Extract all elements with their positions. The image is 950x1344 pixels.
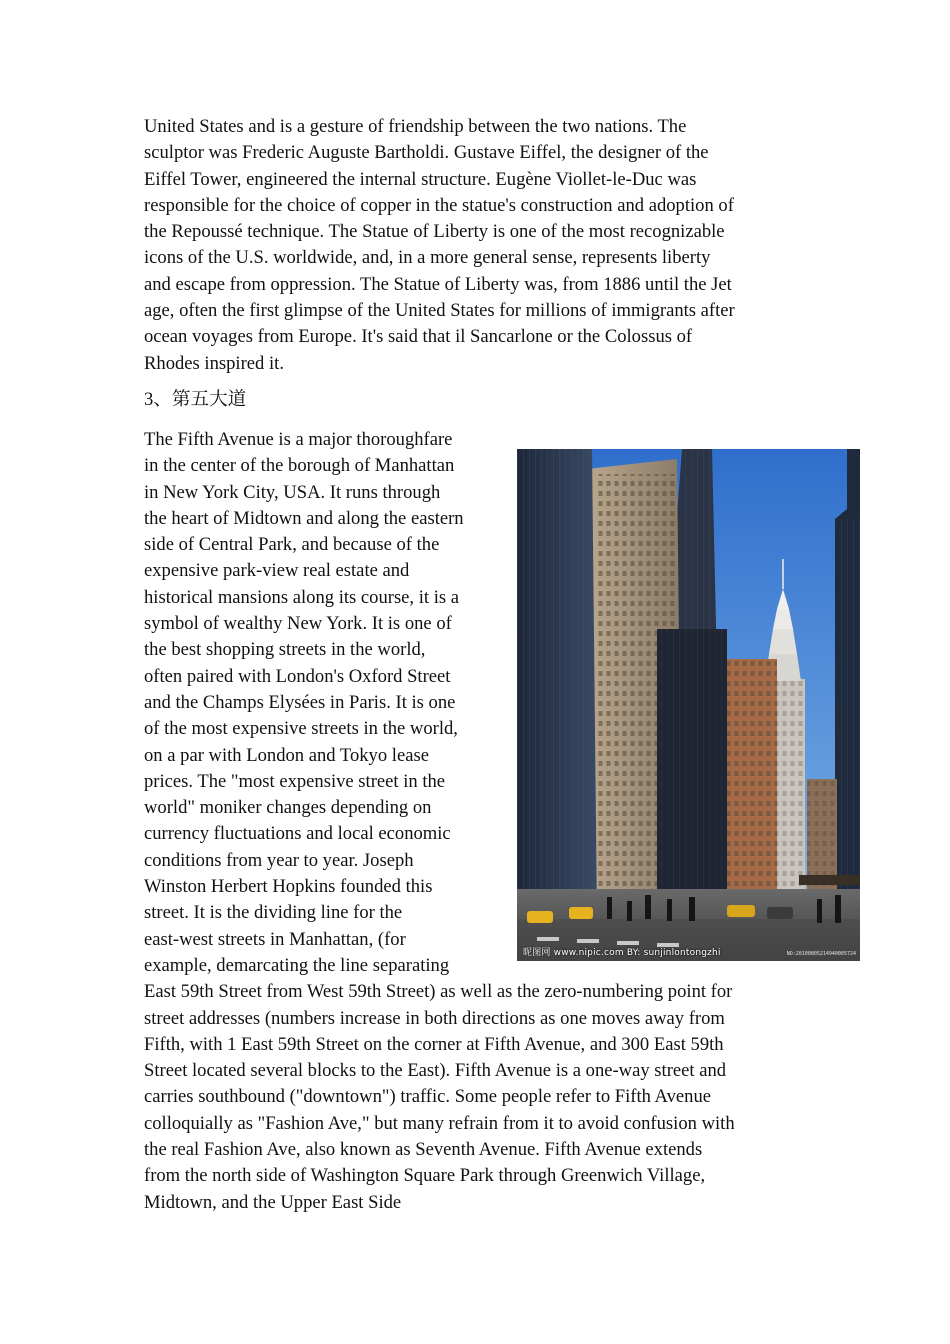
text-line: sculptor was Frederic Auguste Bartholdi. Gustave Eiffel, the designer of the	[144, 142, 709, 164]
text-line: responsible for the choice of copper in the statue's construction and adoption of	[144, 194, 734, 216]
text-line: Midtown, and the Upper East Side	[144, 1191, 402, 1213]
text-line: of the most expensive streets in the world,	[144, 718, 458, 740]
photo-watermark: 昵图网 www.nipic.com BY: sunjinlontongzhi	[523, 948, 721, 958]
text-line: Eiffel Tower, engineered the internal structure. Eugène Viollet-le-Duc was	[144, 168, 697, 190]
text-line: expensive park-view real estate and	[144, 560, 410, 582]
section-heading-fifth-avenue: 3、第五大道	[144, 389, 247, 410]
text-line: east-west streets in Manhattan, (for	[144, 928, 406, 950]
text-line: and the Champs Elysées in Paris. It is one	[144, 691, 456, 713]
text-line: the Repoussé technique. The Statue of Liberty is one of the most recognizable	[144, 221, 725, 243]
text-line: the real Fashion Ave, also known as Seventh Avenue. Fifth Avenue extends	[144, 1139, 703, 1161]
text-line: world" moniker changes depending on	[144, 797, 432, 819]
text-line: and escape from oppression. The Statue of Liberty was, from 1886 until the Jet	[144, 273, 732, 295]
text-line: carries southbound ("downtown") traffic. Some people refer to Fifth Avenue	[144, 1086, 711, 1108]
text-line: on a par with London and Tokyo lease	[144, 744, 429, 766]
text-line: age, often the first glimpse of the United States for millions of immigrants after	[144, 300, 735, 322]
text-line: symbol of wealthy New York. It is one of	[144, 613, 452, 635]
text-line: in the center of the borough of Manhattan	[144, 455, 455, 477]
text-line: Fifth, with 1 East 59th Street on the corner at Fifth Avenue, and 300 East 59th	[144, 1033, 724, 1055]
text-line: example, demarcating the line separating	[144, 954, 450, 976]
text-line: East 59th Street from West 59th Street) as well as the zero-numbering point for	[144, 981, 733, 1003]
text-line: United States and is a gesture of friendship between the two nations. The	[144, 116, 687, 137]
text-line: Rhodes inspired it.	[144, 352, 284, 374]
fifth-avenue-photo	[517, 449, 860, 961]
statue-of-liberty-paragraph	[144, 114, 814, 377]
text-line: conditions from year to year. Joseph	[144, 849, 414, 871]
street-scene-illustration	[517, 449, 860, 961]
text-line: historical mansions along its course, it is a	[144, 586, 460, 608]
text-line: The Fifth Avenue is a major thoroughfare	[144, 429, 453, 450]
text-line: currency fluctuations and local economic	[144, 823, 451, 845]
text-line: the heart of Midtown and along the eastern	[144, 507, 464, 529]
text-line: prices. The "most expensive street in the	[144, 770, 446, 792]
text-line: ocean voyages from Europe. It's said that il Sancarlone or the Colossus of	[144, 326, 693, 348]
text-line: from the north side of Washington Square Park through Greenwich Village,	[144, 1165, 706, 1187]
text-line: in New York City, USA. It runs through	[144, 481, 441, 503]
text-line: side of Central Park, and because of the	[144, 534, 440, 556]
text-line: often paired with London's Oxford Street	[144, 665, 451, 687]
photo-watermark-id: NO:20100805214940005724	[786, 951, 856, 957]
text-line: Winston Herbert Hopkins founded this	[144, 876, 433, 898]
text-line: colloquially as "Fashion Ave," but many refrain from it to avoid confusion with	[144, 1112, 735, 1134]
text-line: icons of the U.S. worldwide, and, in a more general sense, represents liberty	[144, 247, 711, 269]
text-line: street. It is the dividing line for the	[144, 902, 403, 924]
text-line: Street located several blocks to the East). Fifth Avenue is a one-way street and	[144, 1060, 727, 1082]
text-line: the best shopping streets in the world,	[144, 639, 426, 661]
text-line: street addresses (numbers increase in both directions as one moves away from	[144, 1007, 725, 1029]
